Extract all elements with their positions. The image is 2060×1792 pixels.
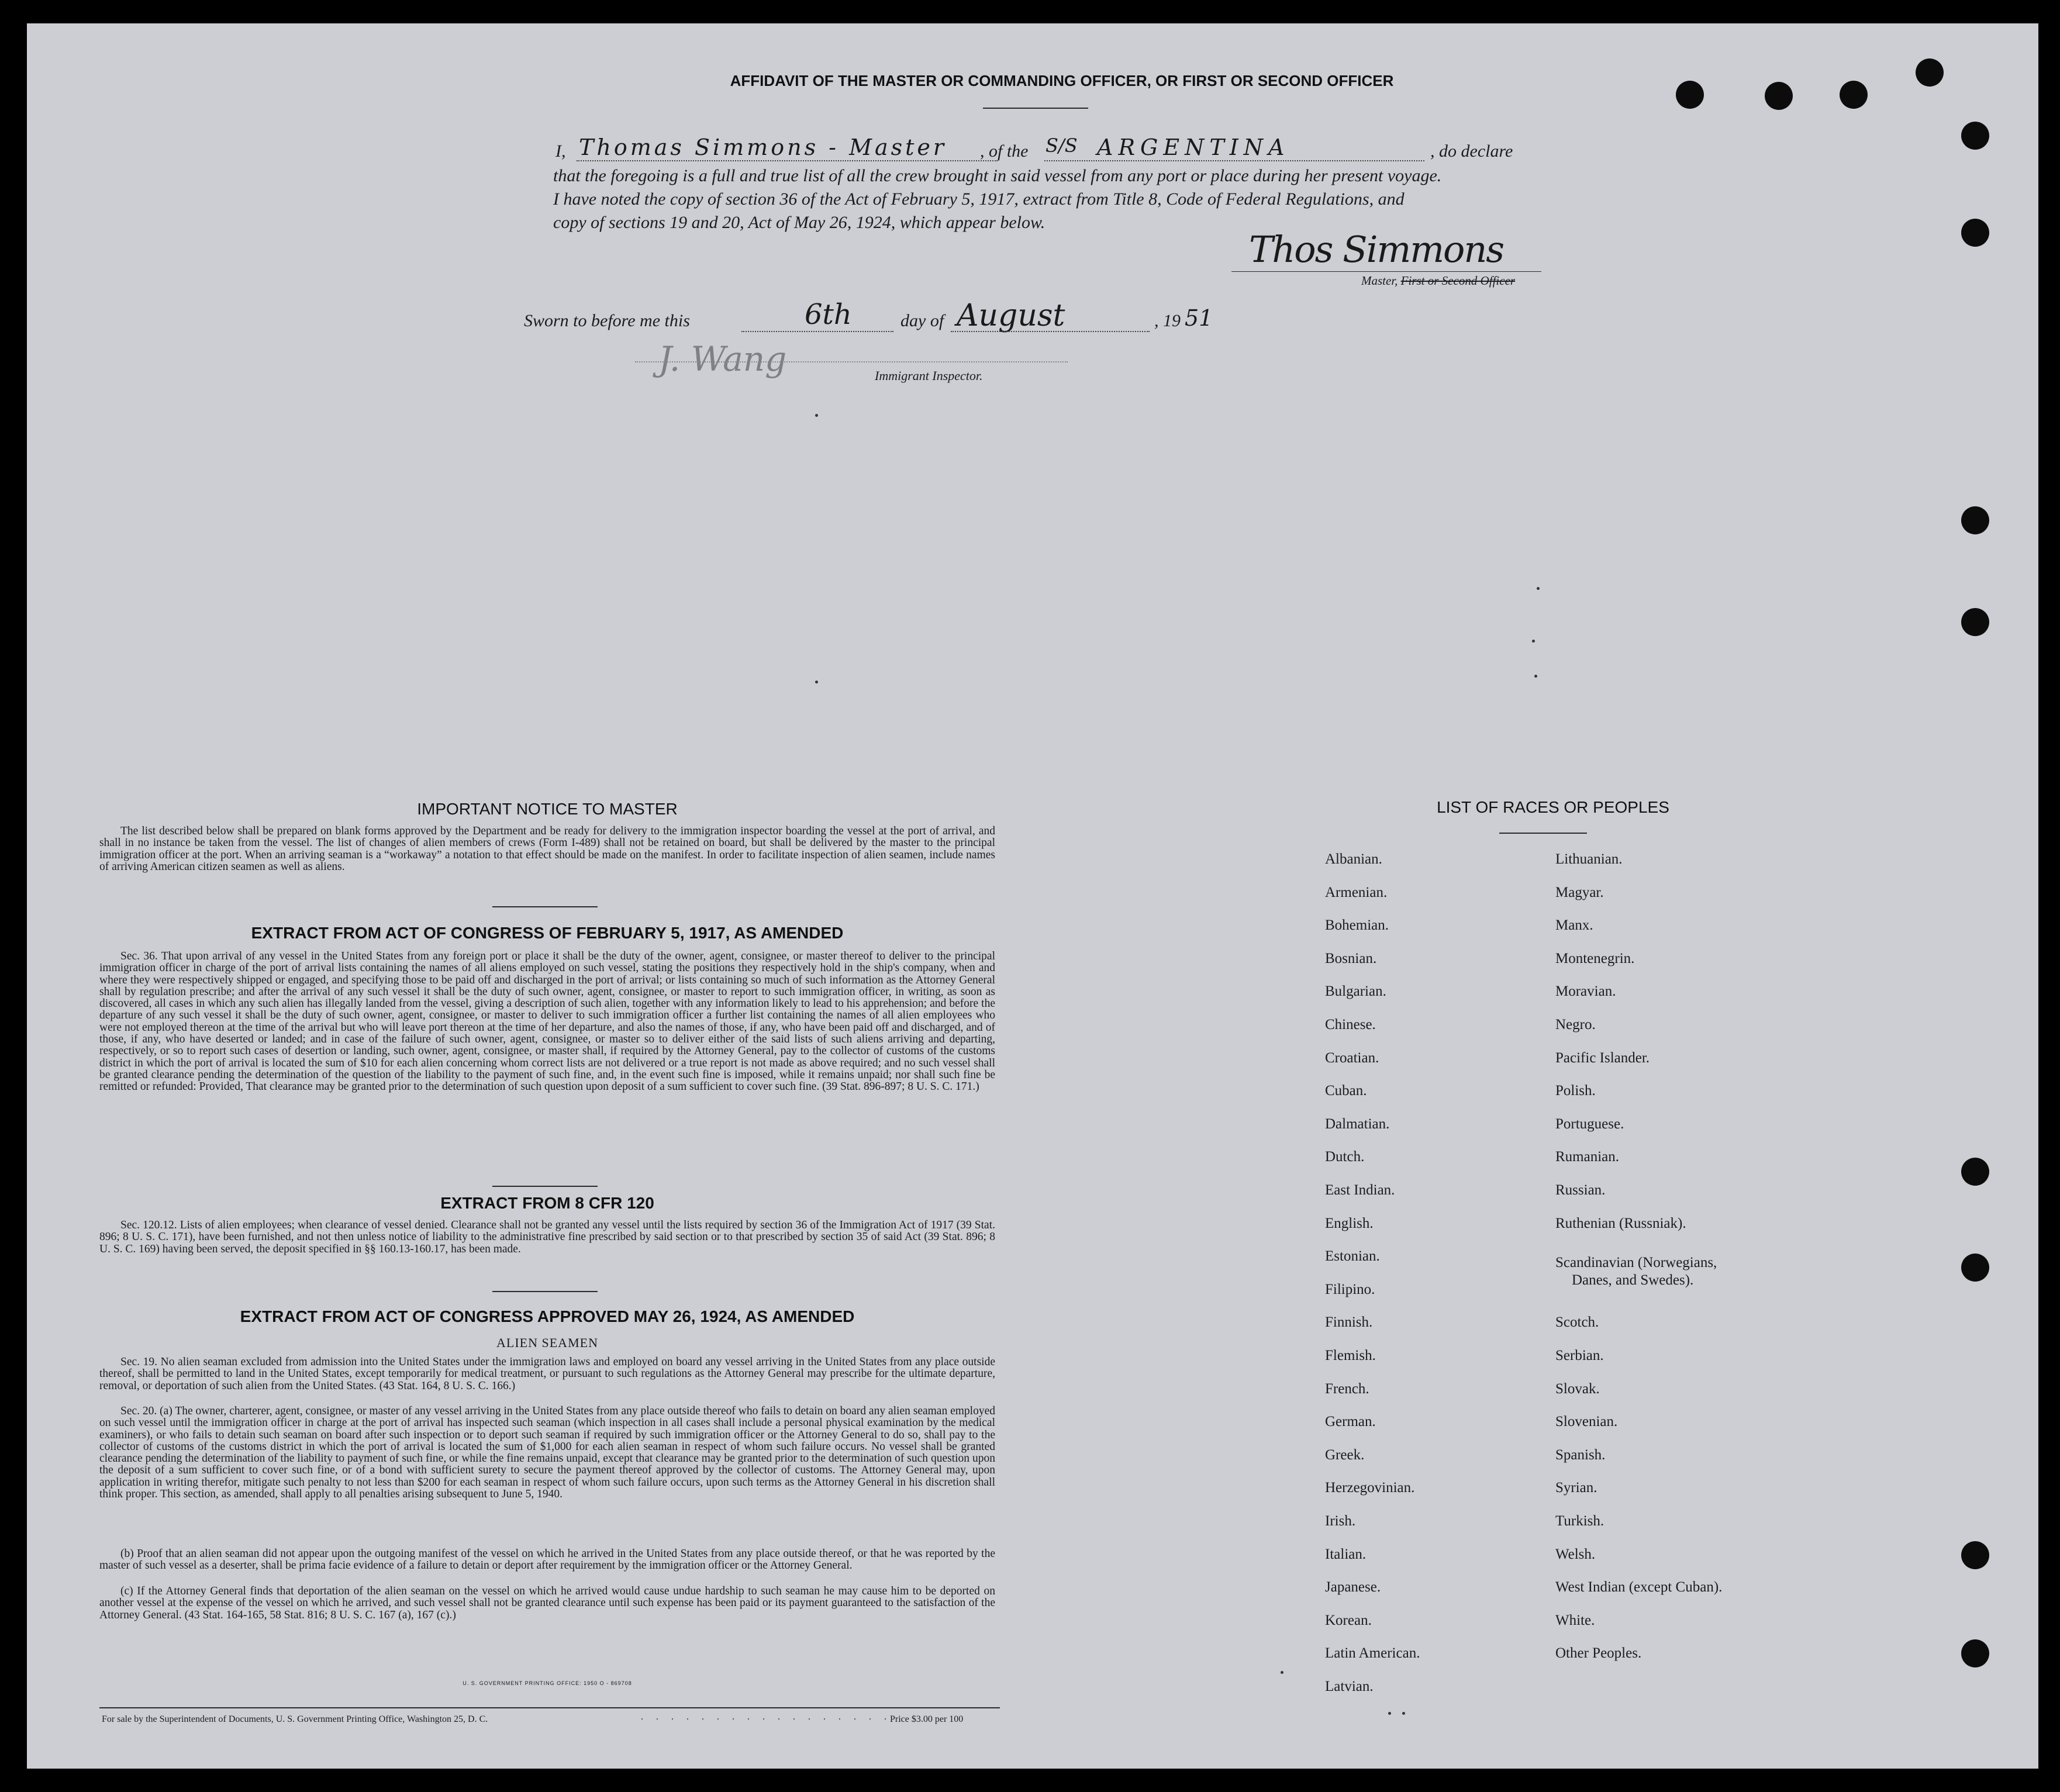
race-item: Pacific Islander.	[1555, 1049, 1650, 1066]
inspector-fill-line	[635, 361, 1068, 362]
speck	[1281, 1671, 1283, 1674]
punch-hole	[1961, 1254, 1989, 1282]
month-fill-line	[951, 331, 1150, 332]
document-page	[27, 23, 2038, 1769]
races-title: LIST OF RACES OR PEOPLES	[1437, 798, 1669, 816]
price-line: Price $3.00 per 100	[890, 1714, 964, 1724]
speck	[1402, 1712, 1405, 1715]
race-item: Negro.	[1555, 1017, 1596, 1033]
day-of-label: day of	[900, 311, 944, 330]
extract-cfr-body: Sec. 120.12. Lists of alien employees; when clearance of vessel denied. Clearance shall not be granted any vessel until the lists required by section 36 of the Immigration Act of 1917 (39 Stat. 896; 8 U. S. C. 171), have been furnished, and not then unless notice of liability to the administrative fine prescribed by said section or to that prescribed by section 35 of said Act (39 Stat. 896; 8 U. S. C. 169) having been served, the deposit specified in §§ 160.13-160.17, has been made.	[99, 1219, 995, 1255]
divider	[492, 906, 598, 907]
footer-dots: . . . . . . . . . . . . . . . . .	[641, 1712, 892, 1722]
race-item: Slovenian.	[1555, 1414, 1618, 1430]
race-item: Polish.	[1555, 1083, 1596, 1099]
race-item: Estonian.	[1325, 1248, 1380, 1265]
punch-hole	[1676, 81, 1704, 109]
vessel-fill-line	[1044, 160, 1424, 161]
vessel-name-handwritten: ARGENTINA	[1097, 134, 1290, 160]
sworn-line	[524, 298, 1372, 339]
race-item: French.	[1325, 1380, 1369, 1397]
name-fill-line	[577, 160, 998, 161]
punch-hole	[1961, 1541, 1989, 1569]
sworn-label: Sworn to before me this	[524, 311, 690, 330]
race-item: Russian.	[1555, 1182, 1606, 1198]
declaration-line-4: copy of sections 19 and 20, Act of May 26, 1924, which appear below.	[553, 213, 1045, 232]
master-signature: Thos Simmons	[1249, 228, 1504, 271]
race-item: Rumanian.	[1555, 1149, 1620, 1165]
punch-hole	[1961, 1639, 1989, 1667]
race-item: White.	[1555, 1612, 1595, 1628]
race-item: Welsh.	[1555, 1546, 1596, 1562]
race-item: Ruthenian (Russniak).	[1555, 1215, 1686, 1231]
speck	[815, 414, 818, 417]
race-item: Filipino.	[1325, 1281, 1375, 1297]
i-label: I,	[555, 141, 566, 161]
extract-cfr-title: EXTRACT FROM 8 CFR 120	[440, 1194, 654, 1212]
race-item: Lithuanian.	[1555, 851, 1623, 867]
divider	[492, 1186, 598, 1187]
punch-hole	[1961, 608, 1989, 636]
race-item: Irish.	[1325, 1513, 1356, 1529]
race-item: Scotch.	[1555, 1314, 1599, 1331]
race-item: Bohemian.	[1325, 917, 1389, 934]
race-item: English.	[1325, 1215, 1374, 1231]
punch-hole	[1961, 1158, 1989, 1186]
signature-line	[1231, 271, 1541, 272]
extract-1924-title: EXTRACT FROM ACT OF CONGRESS APPROVED MAY 26, 1924, AS AMENDED	[240, 1307, 855, 1325]
sworn-year-handwritten: 51	[1185, 305, 1213, 331]
race-item: Spanish.	[1555, 1446, 1606, 1463]
sale-line: For sale by the Superintendent of Documents, U. S. Government Printing Office, Washington 25, D. C.	[102, 1714, 488, 1724]
race-item: Finnish.	[1325, 1314, 1373, 1331]
race-item: Montenegrin.	[1555, 950, 1635, 966]
declaration-line-3: I have noted the copy of section 36 of the Act of February 5, 1917, extract from Title 8, Code of Federal Regulations, and	[553, 189, 1405, 209]
race-item: Turkish.	[1555, 1513, 1604, 1529]
race-item: Armenian.	[1325, 884, 1388, 900]
race-item: Magyar.	[1555, 884, 1604, 900]
signer-title-master: Master,	[1361, 274, 1398, 288]
race-item: Latin American.	[1325, 1645, 1420, 1662]
punch-hole	[1916, 58, 1944, 87]
punch-hole	[1961, 506, 1989, 534]
race-item: Chinese.	[1325, 1017, 1376, 1033]
race-item: Albanian.	[1325, 851, 1382, 867]
master-name-handwritten: Thomas Simmons - Master	[579, 134, 947, 160]
affidavit-title: AFFIDAVIT OF THE MASTER OR COMMANDING OFFICER, OR FIRST OR SECOND OFFICER	[730, 72, 1394, 89]
notice-body: The list described below shall be prepared on blank forms approved by the Department and be ready for delivery to the immigration inspector boarding the vessel at the port of arrival, and shall in no instance be taken from the vessel. The list of changes of alien members of crews (Form I-489) shall not be retained on board, but shall be delivered by the master to the principal immigration officer at the port. When an arriving seaman is a “workaway” a notation to that effect should be made on the manifest. In order to facilitate inspection of alien seamen, include names of arriving American citizen seamen as well as aliens.	[99, 825, 995, 873]
race-item: Syrian.	[1555, 1480, 1597, 1496]
extract-1924-sec20a: Sec. 20. (a) The owner, charterer, agent, consignee, or master of any vessel arriving in the United States from any place outside thereof who fails to detain on board any alien seaman employed on such vessel until the immigration officer in charge at the port of arrival has inspected such seaman (which inspection in all cases shall include a personal physical examination by the medical examiners), or who fails to detain such seaman on board after such inspection or to deport such seaman if required by such immigration officer or the Attorney General to do so, shall pay to the collector of customs of the customs district in which the port of arrival is located the sum of $1,000 for each alien seaman in respect of whom such failure occurs. No vessel shall be granted clearance pending the determination of the liability to payment of such fine, or while the fine remains unpaid, except that clearance may be granted prior to the determination of such question upon the deposit of a sum sufficient to cover such fine, or of a bond with sufficient surety to secure the payment thereof approved by the collector of customs. The Attorney General may, upon application in writing therefor, mitigate such penalty to not less than $200 for each seaman in respect of whom such failure occurs, upon such terms as the Attorney General in his discretion shall think proper. This section, as amended, shall apply to all penalties arising subsequent to June 5, 1940.	[99, 1405, 995, 1501]
speck	[1534, 675, 1537, 678]
speck	[815, 681, 818, 683]
race-item: West Indian (except Cuban).	[1555, 1579, 1723, 1596]
race-item: German.	[1325, 1414, 1376, 1430]
race-item: Bosnian.	[1325, 950, 1377, 966]
footer-rule	[99, 1707, 1000, 1708]
race-item: Cuban.	[1325, 1083, 1367, 1099]
race-item: Korean.	[1325, 1612, 1372, 1628]
extract-1924-sec20b: (b) Proof that an alien seaman did not appear upon the outgoing manifest of the vessel on which he arrived in the United States from any place outside thereof, or that he was reported by the master of such vessel as a deserter, shall be prima facie evidence of a failure to detain or deport after requirement by the immigration officer or the Attorney General.	[99, 1548, 995, 1572]
declaration-line-2: that the foregoing is a full and true list of all the crew brought in said vessel from any port or place during her present voyage.	[553, 166, 1442, 185]
sworn-day-handwritten: 6th	[805, 298, 852, 331]
extract-1917-title: EXTRACT FROM ACT OF CONGRESS OF FEBRUARY 5, 1917, AS AMENDED	[251, 924, 844, 942]
race-item: Danes, and Swedes).	[1572, 1272, 1694, 1288]
divider	[492, 1291, 598, 1292]
declaration-line-1	[553, 134, 1571, 170]
sworn-month-handwritten: August	[957, 298, 1065, 333]
race-item: Slovak.	[1555, 1380, 1600, 1397]
punch-hole	[1765, 82, 1793, 110]
race-item: Greek.	[1325, 1446, 1365, 1463]
vessel-prefix-handwritten: S/S	[1045, 134, 1078, 157]
race-item: Dalmatian.	[1325, 1116, 1390, 1132]
race-item: Croatian.	[1325, 1049, 1379, 1066]
alien-seamen-subtitle: ALIEN SEAMEN	[496, 1335, 598, 1350]
race-item: Serbian.	[1555, 1348, 1604, 1363]
race-item: East Indian.	[1325, 1182, 1395, 1198]
race-item: Dutch.	[1325, 1149, 1365, 1165]
race-item: Portuguese.	[1555, 1116, 1624, 1132]
race-item: Bulgarian.	[1325, 983, 1386, 1000]
race-item: Moravian.	[1555, 983, 1616, 1000]
signer-title-struck: First or Second Officer	[1400, 274, 1516, 288]
signer-title	[1361, 274, 1515, 288]
extract-1924-sec20c: (c) If the Attorney General finds that deportation of the alien seaman on the vessel on which he arrived would cause undue hardship to such seaman he may cause him to be deported on another vessel at the expense of the vessel on which he arrived, and such vessel shall not be granted clearance until such expense has been paid or its payment guaranteed to the satisfaction of the Attorney General. (43 Stat. 164-165, 58 Stat. 816; 8 U. S. C. 167 (a), 167 (c).)	[99, 1585, 995, 1621]
notice-title: IMPORTANT NOTICE TO MASTER	[417, 800, 678, 818]
race-item: Scandinavian (Norwegians,	[1555, 1255, 1717, 1270]
year-prefix: , 19	[1154, 311, 1181, 330]
speck	[1388, 1712, 1391, 1715]
race-item: Other Peoples.	[1555, 1645, 1642, 1662]
punch-hole	[1961, 122, 1989, 150]
do-declare-label: , do declare	[1430, 141, 1513, 161]
divider	[983, 108, 1088, 109]
inspector-signature: J. Wang	[658, 339, 787, 379]
race-item: Japanese.	[1325, 1579, 1381, 1596]
extract-1917-body: Sec. 36. That upon arrival of any vessel in the United States from any foreign port or place it shall be the duty of the owner, agent, consignee, or master thereof to deliver to the principal immigration officer in charge of the port of arrival lists containing the names of all aliens employed on such vessel, stating the positions they respectively hold in the ship's company, when and where they were respectively shipped or engaged, and specifying those to be paid off and discharged in the port of arrival; or lists containing so much of such information as the Attorney General shall by regulation prescribe; and after the arrival of any such vessel it shall be the duty of such owner, agent, consignee, or master to report to such immigration officer, in writing, as soon as discovered, all cases in which any such alien has illegally landed from the vessel, giving a description of such alien, together with any information likely to lead to his apprehension; and before the departure of any such vessel it shall be the duty of such owner, agent, consignee, or master to deliver to such immigration officer a further list containing the names of all alien employees who were not employed thereon at the time of the arrival but who will leave port thereon at the time of her departure, and also the names of those, if any, who have been paid off and discharged, and of those, if any, who have deserted or landed; and in case of the failure of such owner, agent, consignee, or master so to deliver either of the said lists of such aliens arriving and departing, respectively, or so to report such cases of desertion or landing, such owner, agent, consignee, or master shall, if required by the Attorney General, pay to the collector of customs of the customs district in which the port of arrival is located the sum of $10 for each alien concerning whom correct lists are not delivered or a true report is not made as above required; and no such vessel shall be granted clearance pending the determination of the question of the liability to the payment of such fine, and, in the event such fine is imposed, while it remains unpaid; nor shall such fine be remitted or refunded: Provided, That clearance may be granted prior to the determination of such question upon deposit of a sum sufficient to cover such fine. (39 Stat. 896-897; 8 U. S. C. 171.)	[99, 950, 995, 1093]
punch-hole	[1961, 219, 1989, 247]
speck	[1532, 640, 1535, 643]
divider	[1499, 833, 1587, 834]
speck	[1537, 587, 1540, 590]
gpo-line: U. S. GOVERNMENT PRINTING OFFICE: 1950 O - 869708	[463, 1680, 632, 1686]
inspector-label: Immigrant Inspector.	[875, 368, 983, 383]
punch-hole	[1840, 81, 1868, 109]
race-item: Latvian.	[1325, 1679, 1374, 1694]
race-item: Herzegovinian.	[1325, 1480, 1415, 1496]
day-fill-line	[741, 331, 893, 332]
extract-1924-sec19: Sec. 19. No alien seaman excluded from admission into the United States under the immigration laws and employed on board any vessel arriving in the United States from any place outside thereof, shall be permitted to land in the United States, except temporarily for medical treatment, or pursuant to such regulations as the Attorney General may prescribe for the ultimate departure, removal, or deportation of such alien from the United States. (43 Stat. 164, 8 U. S. C. 166.)	[99, 1356, 995, 1392]
race-item: Italian.	[1325, 1546, 1367, 1562]
of-the-label: , of the	[980, 141, 1029, 161]
race-item: Flemish.	[1325, 1348, 1376, 1363]
race-item: Manx.	[1555, 917, 1593, 934]
